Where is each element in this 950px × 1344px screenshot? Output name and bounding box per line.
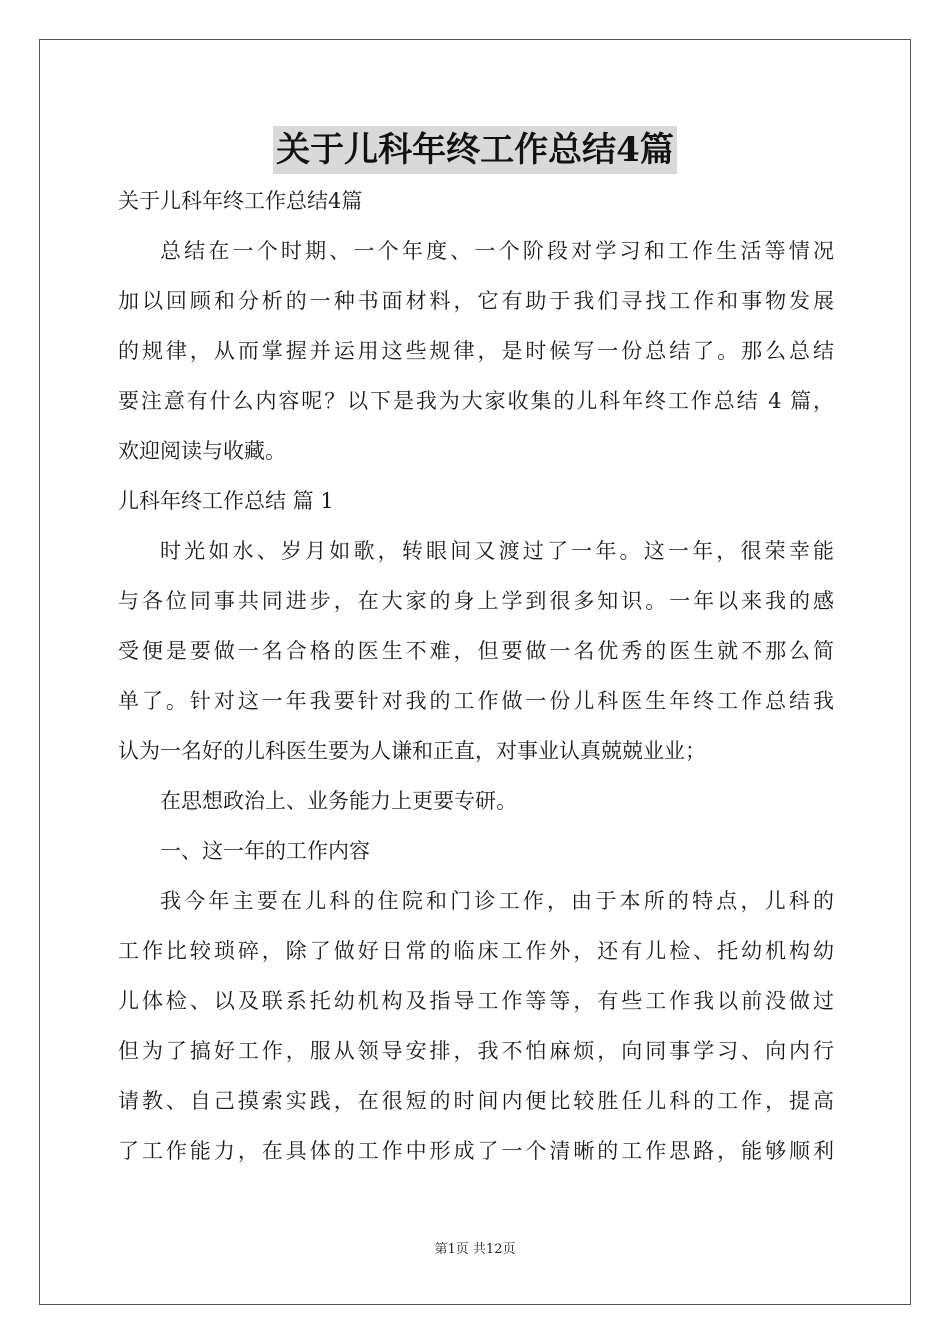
page-footer: 第1页 共12页 bbox=[434, 1242, 516, 1257]
text-line: 我今年主要在儿科的住院和门诊工作，由于本所的特点，儿科的 bbox=[160, 889, 834, 913]
text-line: 加以回顾和分析的一种书面材料，它有助于我们寻找工作和事物发展 bbox=[118, 289, 834, 313]
text-line: 总结在一个时期、一个年度、一个阶段对学习和工作生活等情况 bbox=[160, 239, 834, 263]
text-line: 认为一名好的儿科医生要为人谦和正直，对事业认真兢兢业业； bbox=[118, 739, 706, 763]
text-line: 在思想政治上、业务能力上更要专研。 bbox=[160, 789, 517, 813]
text-line: 儿科年终工作总结 篇 1 bbox=[118, 489, 334, 513]
text-line: 单了。针对这一年我要针对我的工作做一份儿科医生年终工作总结我 bbox=[118, 689, 834, 713]
text-line: 儿体检、以及联系托幼机构及指导工作等等，有些工作我以前没做过 bbox=[118, 989, 834, 1013]
text-line: 但为了搞好工作，服从领导安排，我不怕麻烦，向同事学习、向内行 bbox=[118, 1039, 834, 1063]
text-line: 时光如水、岁月如歌，转眼间又渡过了一年。这一年，很荣幸能 bbox=[160, 539, 834, 563]
text-line: 的规律，从而掌握并运用这些规律，是时候写一份总结了。那么总结 bbox=[118, 339, 834, 363]
document-body bbox=[118, 176, 834, 1176]
text-line: 了工作能力，在具体的工作中形成了一个清晰的工作思路，能够顺利 bbox=[118, 1139, 834, 1163]
text-line: 与各位同事共同进步，在大家的身上学到很多知识。一年以来我的感 bbox=[118, 589, 834, 613]
document-subtitle: 关于儿科年终工作总结4篇 bbox=[118, 189, 363, 213]
text-line: 请教、自己摸索实践，在很短的时间内便比较胜任儿科的工作，提高 bbox=[118, 1089, 834, 1113]
text-line: 欢迎阅读与收藏。 bbox=[118, 439, 286, 463]
text-line: 工作比较琐碎，除了做好日常的临床工作外，还有儿检、托幼机构幼 bbox=[118, 939, 834, 963]
text-line: 受便是要做一名合格的医生不难，但要做一名优秀的医生就不那么简 bbox=[118, 639, 834, 663]
document-title: 关于儿科年终工作总结4篇 bbox=[273, 126, 677, 174]
title-container bbox=[0, 126, 950, 174]
text-line: 要注意有什么内容呢？以下是我为大家收集的儿科年终工作总结 4 篇， bbox=[118, 389, 834, 413]
text-line: 一、这一年的工作内容 bbox=[160, 839, 370, 863]
